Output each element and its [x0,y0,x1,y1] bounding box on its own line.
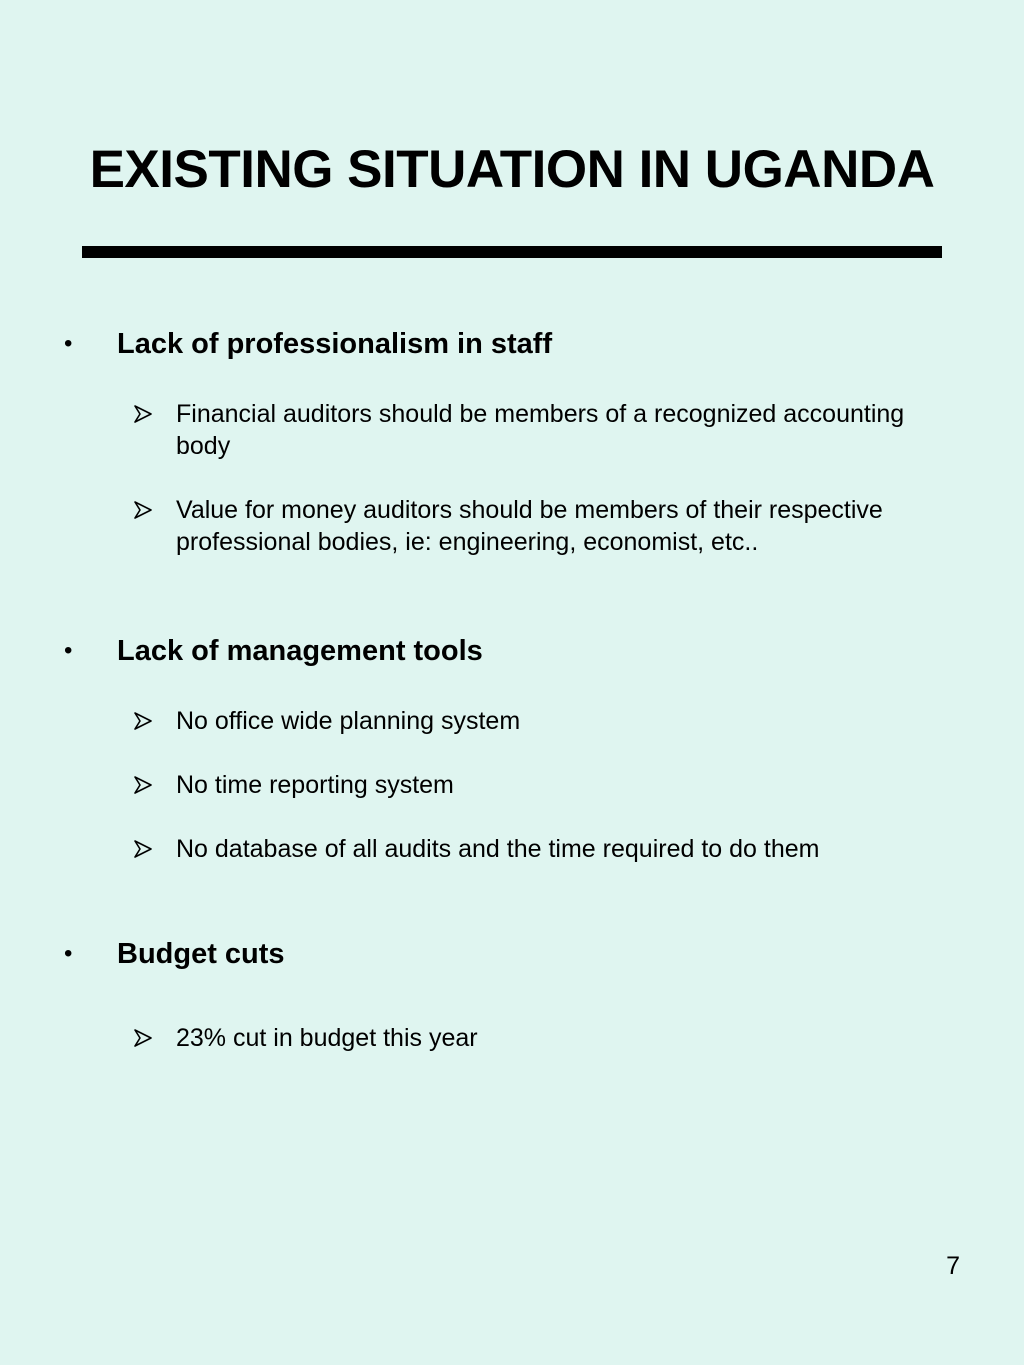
arrow-bullet-icon [134,776,152,794]
list-item-text: No office wide planning system [176,707,521,735]
bullet-icon: • [64,940,73,967]
list-item-text: No time reporting system [176,771,454,799]
bullet-row [0,326,1024,362]
arrow-bullet-icon [134,405,152,423]
title-divider [82,246,942,258]
list-item [0,398,956,462]
section-budget-cuts [0,936,1024,1054]
section-heading: Budget cuts [117,938,285,970]
list-item [0,1022,956,1054]
bullet-row [0,633,1024,669]
page-number: 7 [946,1252,960,1280]
arrow-bullet-icon [134,840,152,858]
list-item [0,494,956,558]
list-item-text: Financial auditors should be members of a recognized accounting body [176,400,905,460]
sub-list [0,398,1024,558]
arrow-bullet-icon [134,1029,152,1047]
arrow-bullet-icon [134,501,152,519]
list-item [0,769,956,801]
bullet-icon: • [64,637,73,664]
list-item-text: Value for money auditors should be members of their respective professional bodies, ie: engineering, economist, etc.. [176,496,883,556]
sub-list [0,1022,1024,1054]
arrow-bullet-icon [134,712,152,730]
slide-title: EXISTING SITUATION IN UGANDA [89,140,935,199]
section-heading: Lack of management tools [117,635,483,667]
section-management-tools [0,633,1024,865]
section-heading: Lack of professionalism in staff [117,328,553,360]
list-item-text: No database of all audits and the time required to do them [176,835,820,863]
sub-list [0,705,1024,865]
bullet-icon: • [64,330,73,357]
section-professionalism [0,326,1024,558]
list-item [0,833,956,865]
list-item-text: 23% cut in budget this year [176,1024,478,1052]
bullet-row [0,936,1024,972]
list-item [0,705,956,737]
